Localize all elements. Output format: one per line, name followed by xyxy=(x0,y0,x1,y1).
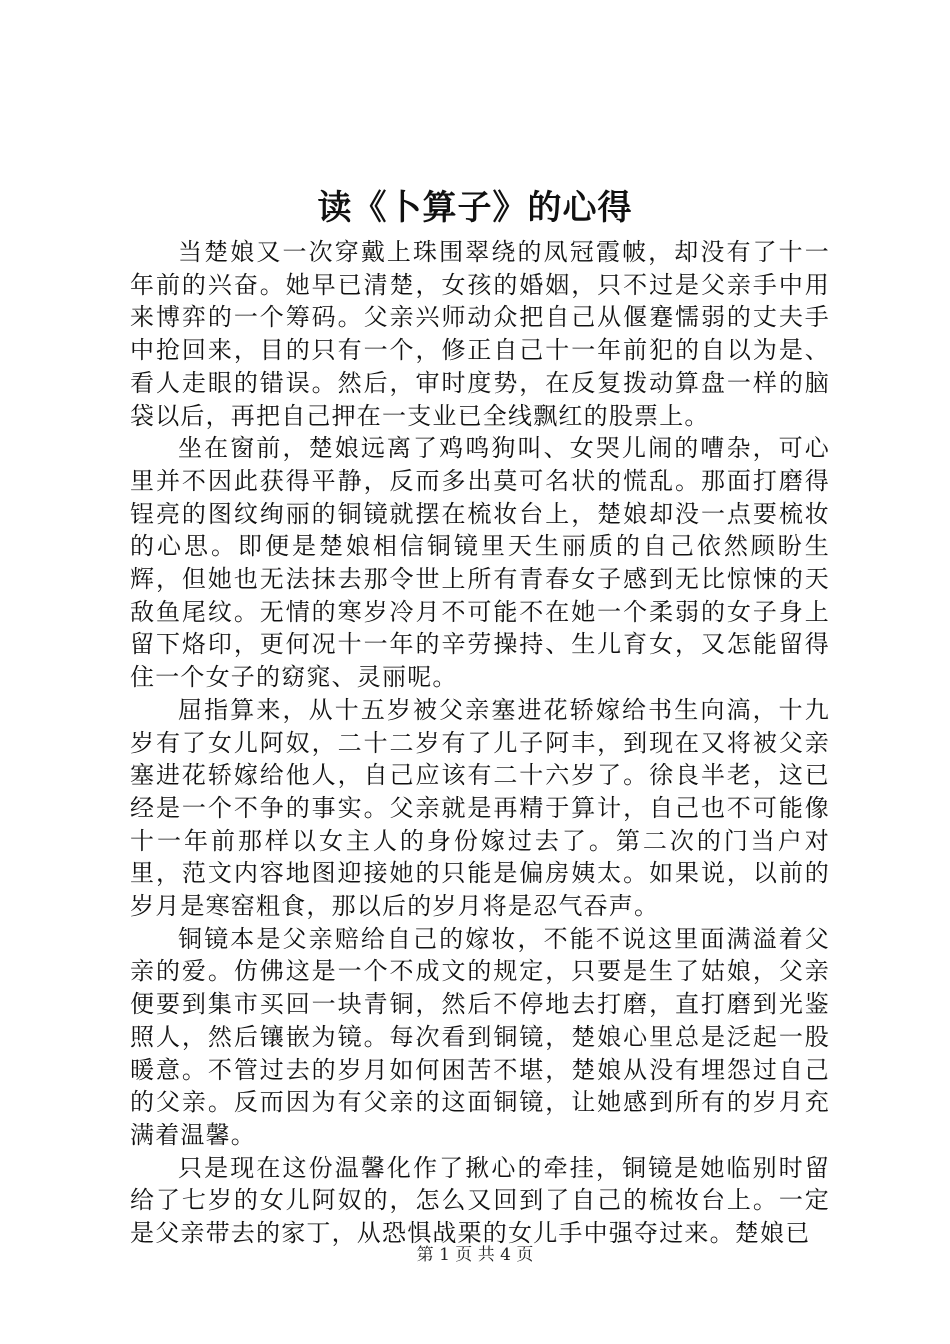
document-title: 读《卜算子》的心得 xyxy=(317,188,633,228)
document-body xyxy=(130,236,830,1250)
paragraph-1: 当楚娘又一次穿戴上珠围翠绕的凤冠霞帔，却没有了十一年前的兴奋。她早已清楚，女孩的婚姻，只不过是父亲手中用来博弈的一个筹码。父亲兴师动众把自己从偃蹇懦弱的丈夫手中抢回来，目的只有一个，修正自己十一年前犯的自以为是、看人走眼的错误。然后，审时度势，在反复拨动算盘一样的脑袋以后，再把自己押在一支业已全线飘红的股票上。 xyxy=(130,238,830,430)
paragraph-5: 只是现在这份温馨化作了揪心的牵挂，铜镜是她临别时留给了七岁的女儿阿奴的，怎么又回到了自己的梳妆台上。一定是父亲带去的家丁，从恐惧战栗的女儿手中强夺过来。楚娘已 xyxy=(130,1153,830,1248)
paragraph-2: 坐在窗前，楚娘远离了鸡鸣狗叫、女哭儿闹的嘈杂，可心里并不因此获得平静，反而多出莫可名状的慌乱。那面打磨得锃亮的图纹绚丽的铜镜就摆在梳妆台上，楚娘却没一点要梳妆的心思。即便是楚娘相信铜镜里天生丽质的自己依然顾盼生辉，但她也无法抹去那令世上所有青春女子感到无比惊悚的天敌鱼尾纹。无情的寒岁冷月不可能不在她一个柔弱的女子身上留下烙印，更何况十一年的辛劳操持、生儿育女，又怎能留得住一个女子的窈窕、灵丽呢。 xyxy=(130,434,830,692)
paragraph-3: 屈指算来，从十五岁被父亲塞进花轿嫁给书生向滈，十九岁有了女儿阿奴，二十二岁有了儿子阿丰，到现在又将被父亲塞进花轿嫁给他人，自己应该有二十六岁了。徐良半老，这已经是一个不争的事实。父亲就是再精于算计，自己也不可能像十一年前那样以女主人的身份嫁过去了。第二次的门当户对里，范文内容地图迎接她的只能是偏房姨太。如果说，以前的岁月是寒窑粗食，那以后的岁月将是忍气吞声。 xyxy=(130,695,830,921)
paragraph-4: 铜镜本是父亲赔给自己的嫁妆，不能不说这里面满溢着父亲的爱。仿佛这是一个不成文的规定，只要是生了姑娘，父亲便要到集市买回一块青铜，然后不停地去打磨，直打磨到光鉴照人，然后镶嵌为镜。每次看到铜镜，楚娘心里总是泛起一股暖意。不管过去的岁月如何困苦不堪，楚娘从没有埋怨过自己的父亲。反而因为有父亲的这面铜镜，让她感到所有的岁月充满着温馨。 xyxy=(130,924,830,1149)
page-footer: 第 1 页 共 4 页 xyxy=(416,1245,534,1265)
